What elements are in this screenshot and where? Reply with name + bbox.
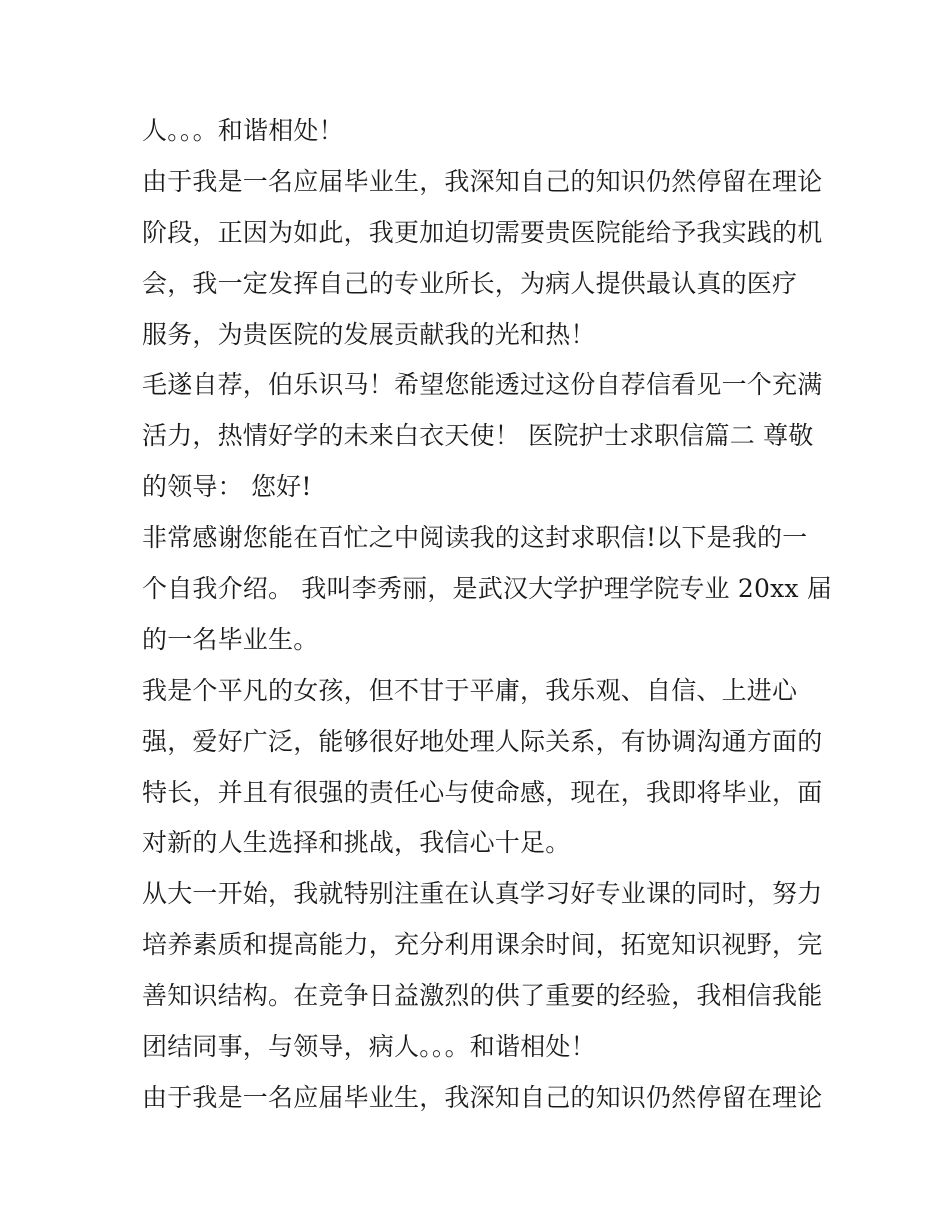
text-line: 团结同事，与领导，病人。。。和谐相处！	[142, 1032, 596, 1062]
text-line: 非常感谢您能在百忙之中阅读我的这封求职信!以下是我的一	[142, 523, 808, 553]
text-line: 毛遂自荐，伯乐识马！希望您能透过这份自荐信看见一个充满	[142, 370, 823, 400]
document-body	[142, 106, 833, 1124]
text-line: 强，爱好广泛，能够很好地处理人际关系，有协调沟通方面的	[142, 726, 823, 756]
text-line: 从大一开始，我就特别注重在认真学习好专业课的同时，努力	[142, 879, 823, 909]
text-line: 对新的人生选择和挑战，我信心十足。	[142, 828, 571, 858]
text-line: 会，我一定发挥自己的专业所长，为病人提供最认真的医疗	[142, 268, 798, 298]
text-line: 我是个平凡的女孩，但不甘于平庸，我乐观、自信、上进心	[142, 675, 798, 705]
text-line: 的一名毕业生。	[142, 624, 319, 654]
text-line: 服务，为贵医院的发展贡献我的光和热！	[142, 319, 596, 349]
text-line: 个自我介绍。 我叫李秀丽，是武汉大学护理学院专业 20xx 届	[142, 574, 833, 604]
text-line: 培养素质和提高能力，充分利用课余时间，拓宽知识视野，完	[142, 930, 823, 960]
text-line: 特长，并且有很强的责任心与使命感，现在，我即将毕业，面	[142, 777, 823, 807]
text-line: 由于我是一名应届毕业生，我深知自己的知识仍然停留在理论	[142, 166, 823, 196]
text-line: 由于我是一名应届毕业生，我深知自己的知识仍然停留在理论	[142, 1082, 823, 1112]
text-line: 人。。。和谐相处！	[142, 116, 344, 145]
text-line: 活力，热情好学的未来白衣天使！ 医院护士求职信篇二 尊敬	[142, 421, 814, 451]
text-line: 的领导： 您好!	[142, 472, 312, 502]
text-line: 善知识结构。在竞争日益激烈的供了重要的经验，我相信我能	[142, 981, 823, 1011]
text-line: 阶段，正因为如此，我更加迫切需要贵医院能给予我实践的机	[142, 217, 823, 247]
